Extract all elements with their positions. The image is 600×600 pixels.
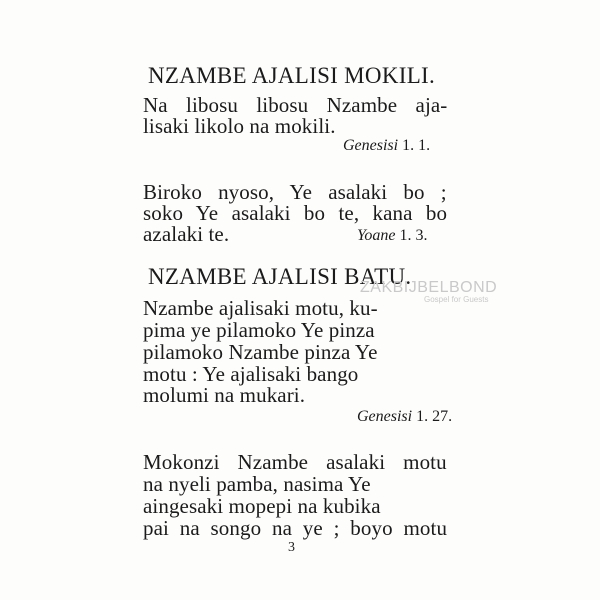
- reference-verse: 1. 27.: [416, 408, 453, 425]
- verse-line: Na libosu libosu Nzambe aja-: [143, 93, 448, 117]
- verse-line: motu : Ye ajalisaki bango: [143, 362, 359, 386]
- page-number: 3: [288, 540, 295, 555]
- reference-book: Yoane: [357, 227, 396, 244]
- watermark-subtext: Gospel for Guests: [424, 295, 489, 304]
- verse-line: soko Ye asalaki bo te, kana bo: [143, 201, 448, 225]
- scripture-reference: [357, 228, 428, 244]
- verse-line: pilamoko Nzambe pinza Ye: [143, 340, 378, 364]
- reference-book: Genesisi: [343, 137, 399, 154]
- reference-book: Genesisi: [357, 408, 413, 425]
- verse-line: na nyeli pamba, nasima Ye: [143, 472, 371, 496]
- scripture-reference: [357, 409, 452, 425]
- section-heading-creation-of-world: NZAMBE AJALISI MOKILI.: [148, 63, 436, 88]
- section-heading-creation-of-people: NZAMBE AJALISI BATU.: [148, 264, 412, 289]
- verse-line: Biroko nyoso, Ye asalaki bo ;: [143, 180, 447, 204]
- reference-verse: 1. 3.: [399, 227, 428, 244]
- verse-line: pima ye pilamoko Ye pinza: [143, 318, 375, 342]
- reference-verse: 1. 1.: [402, 137, 431, 154]
- verse-line: Mokonzi Nzambe asalaki motu: [143, 450, 447, 474]
- watermark-logo: [360, 279, 498, 304]
- watermark-text: ZAKBIJBELBOND: [360, 279, 498, 296]
- verse-line: azalaki te.: [143, 222, 230, 246]
- scripture-reference: [343, 138, 430, 154]
- verse-line: aingesaki mopepi na kubika: [143, 494, 381, 518]
- verse-line: molumi na mukari.: [143, 383, 306, 407]
- verse-line: pai na songo na ye ; boyo motu: [143, 516, 448, 540]
- verse-line: lisaki likolo na mokili.: [143, 114, 336, 138]
- verse-line: Nzambe ajalisaki motu, ku-: [143, 296, 378, 320]
